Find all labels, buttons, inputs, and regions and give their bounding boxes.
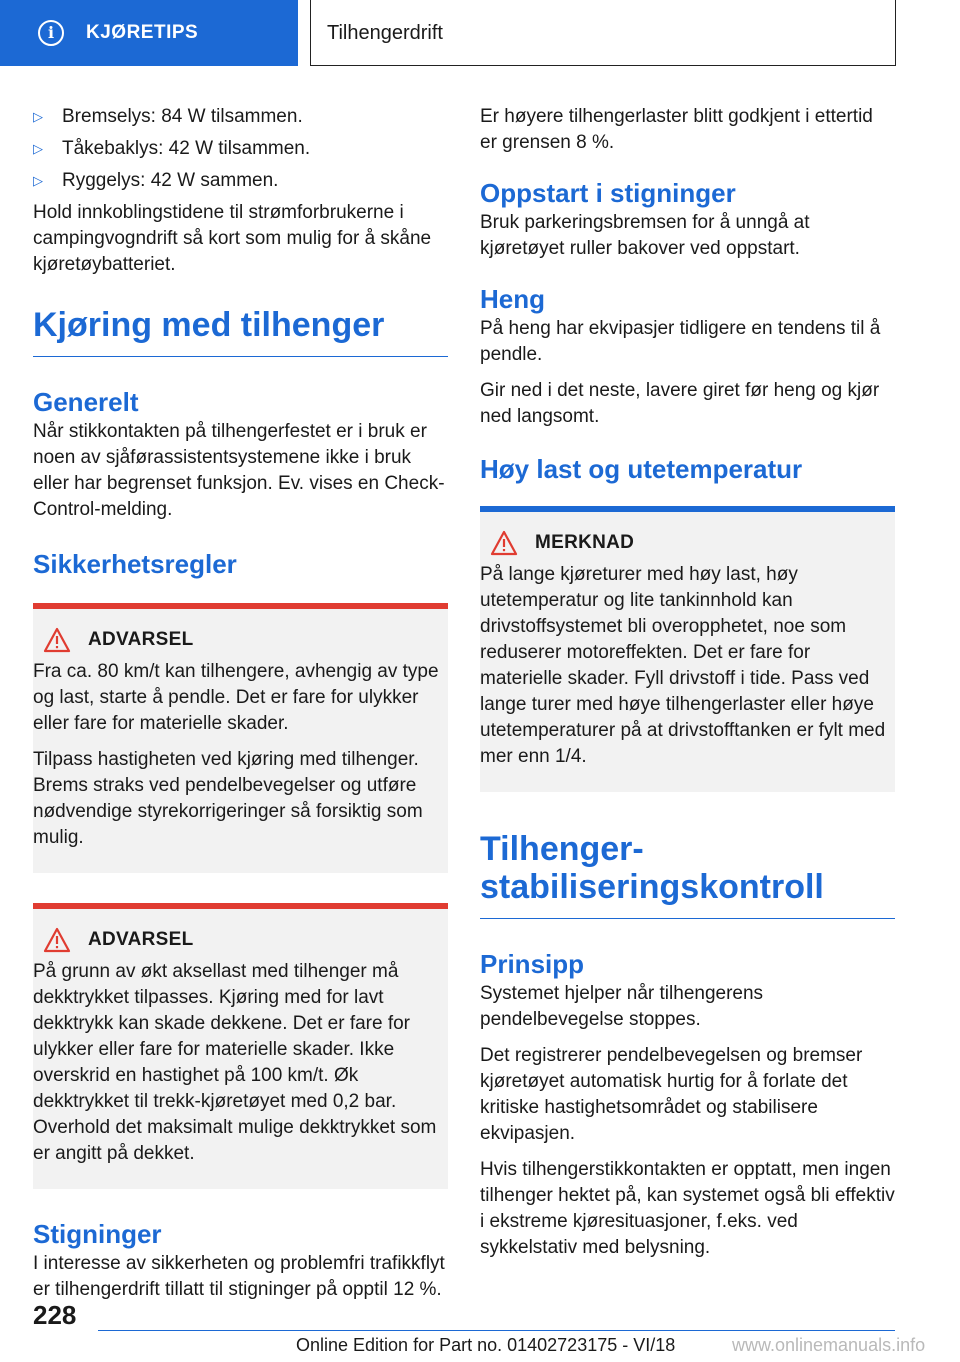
body-paragraph: Bruk parkeringsbremsen for å unngå at kjøretøyet ruller bakover ved oppstart. <box>480 212 810 259</box>
body-paragraph: Hold innkoblingstidene til strømforbrukerne i campingvogndrift så kort som mulig for å skåne kjøretøybatteriet. <box>33 202 432 275</box>
warning-text: Tilpass hastigheten ved kjøring med tilhenger. Brems straks ved pendelbevegelser og utføre nødvendige styrekorrigeringer så forsiktig som mulig. <box>33 749 423 848</box>
body-paragraph: Det registrerer pendelbevegelsen og bremser kjøretøyet automatisk hurtig for å forlate det kritiske hastighetsområdet og stabilisere ekvipasjen. <box>480 1045 863 1144</box>
section-heading-sikkerhetsregler: Sikkerhetsregler <box>33 549 237 579</box>
section-tab[interactable] <box>0 0 298 66</box>
page-section-title: Tilhengerdrift <box>310 0 896 66</box>
page-number: 228 <box>33 1300 77 1330</box>
footer-divider <box>98 1330 895 1331</box>
section-heading-hoy-last: Høy last og utetemperatur <box>480 454 803 484</box>
warning-text: Fra ca. 80 km/t kan tilhengere, avhengig av type og last, starte å pendle. Det er fare for ulykker eller fare for materielle skader. <box>33 661 439 734</box>
section-heading-oppstart: Oppstart i stigninger <box>480 178 736 208</box>
section-tab-label: KJØRETIPS <box>86 22 199 43</box>
warning-text: På grunn av økt aksellast med tilhenger må dekktrykket tilpasses. Kjøring med for lavt dekktrykk kan skade dekkene. Det er fare for ulykker eller fare for materielle skader. Ikke overskrid en hastighet på 100 km/t. Øk dekktrykket til trekk-kjøretøyet med 0,2 bar. Overhold det maksimalt mulige dekktrykket som er angitt på dekket. <box>33 961 437 1164</box>
chapter-heading: Kjøring med tilhenger <box>33 306 448 357</box>
left-column <box>33 104 448 1313</box>
warning-title: ADVARSEL <box>88 629 194 650</box>
warning-box <box>33 903 448 1189</box>
body-paragraph: Gir ned i det neste, lavere giret før heng og kjør ned langsomt. <box>480 380 880 427</box>
section-heading-prinsipp: Prinsipp <box>480 949 585 979</box>
warning-triangle-icon <box>43 627 71 653</box>
body-paragraph: I interesse av sikkerheten og problemfri trafikkflyt er tilhengerdrift tillatt til stigninger på opptil 12 %. <box>33 1253 445 1300</box>
info-icon: i <box>38 20 64 46</box>
right-column <box>480 104 895 1271</box>
note-text: På lange kjøreturer med høy last, høy utetemperatur og lite tankinnhold kan drivstoffsystemet bli overopphetet, noe som reduserer motoreffekten. Det er fare for materielle skader. Fyll drivstoff i tide. Pass ved lange turer med høye tilhengerlaster eller høye utetemperaturer på at drivstofftanken er fylt med mer enn 1/4. <box>480 564 886 767</box>
body-paragraph: Når stikkontakten på tilhengerfestet er i bruk er noen av sjåførassistentsystemene ikke i bruk eller har begrenset funksjon. Ev. vises en Check-Control-melding. <box>33 421 445 520</box>
body-paragraph: På heng har ekvipasjer tidligere en tendens til å pendle. <box>480 318 881 365</box>
watermark: www.onlinemanuals.info <box>732 1335 926 1355</box>
note-title: MERKNAD <box>535 532 635 553</box>
note-box <box>480 506 895 792</box>
section-heading-generelt: Generelt <box>33 387 139 417</box>
list-item: ▷ Tåkebaklys: 42 W tilsammen. <box>33 136 448 162</box>
footer-edition-text: Online Edition for Part no. 01402723175 - VI/18 <box>296 1335 676 1355</box>
lamp-bullet-list <box>33 104 448 194</box>
body-paragraph: Er høyere tilhengerlaster blitt godkjent i ettertid er grensen 8 %. <box>480 106 873 153</box>
list-item: ▷ Ryggelys: 42 W sammen. <box>33 168 448 194</box>
section-heading-stigninger: Stigninger <box>33 1219 162 1249</box>
warning-box <box>33 603 448 873</box>
caution-triangle-icon <box>490 530 518 556</box>
section-heading-heng: Heng <box>480 284 545 314</box>
chapter-heading: Tilhenger-stabiliseringskontroll <box>480 830 895 919</box>
body-paragraph: Hvis tilhengerstikkontakten er opptatt, men ingen tilhenger hektet på, kan systemet også bli effektiv i ekstreme kjøresituasjoner, f.eks. ved sykkelstativ med belysning. <box>480 1159 895 1258</box>
list-item: ▷ Bremselys: 84 W tilsammen. <box>33 104 448 130</box>
warning-title: ADVARSEL <box>88 929 194 950</box>
warning-triangle-icon <box>43 927 71 953</box>
body-paragraph: Systemet hjelper når tilhengerens pendelbevegelse stoppes. <box>480 983 764 1030</box>
